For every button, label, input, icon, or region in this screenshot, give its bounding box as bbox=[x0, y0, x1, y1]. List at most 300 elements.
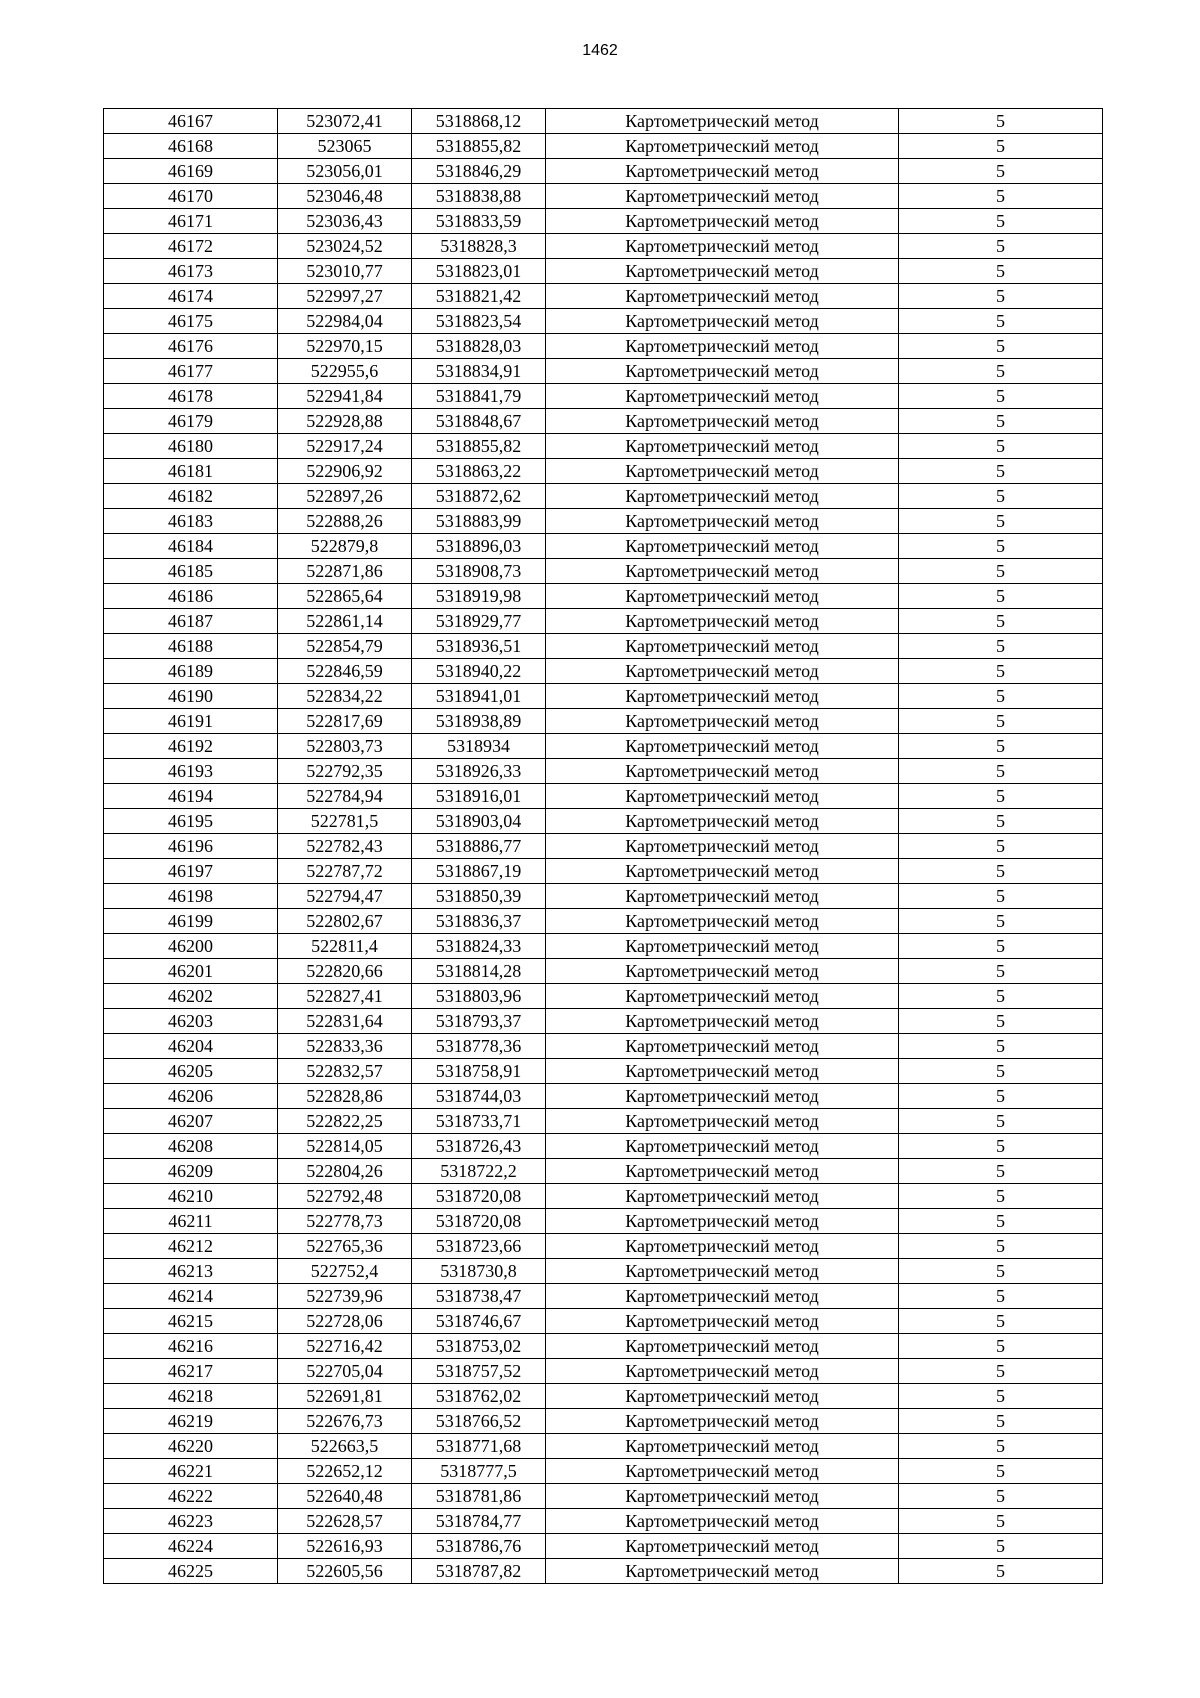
accuracy-cell: 5 bbox=[899, 734, 1103, 759]
point-number-cell: 46191 bbox=[104, 709, 278, 734]
table-row bbox=[104, 1409, 1103, 1434]
table-row bbox=[104, 234, 1103, 259]
x-coordinate-cell: 522897,26 bbox=[278, 484, 412, 509]
accuracy-cell: 5 bbox=[899, 409, 1103, 434]
y-coordinate-cell: 5318823,01 bbox=[412, 259, 546, 284]
point-number-cell: 46212 bbox=[104, 1234, 278, 1259]
y-coordinate-cell: 5318846,29 bbox=[412, 159, 546, 184]
point-number-cell: 46186 bbox=[104, 584, 278, 609]
y-coordinate-cell: 5318850,39 bbox=[412, 884, 546, 909]
table-row bbox=[104, 109, 1103, 134]
x-coordinate-cell: 522781,5 bbox=[278, 809, 412, 834]
x-coordinate-cell: 523036,43 bbox=[278, 209, 412, 234]
accuracy-cell: 5 bbox=[899, 509, 1103, 534]
method-cell: Картометрический метод bbox=[546, 834, 899, 859]
y-coordinate-cell: 5318936,51 bbox=[412, 634, 546, 659]
method-cell: Картометрический метод bbox=[546, 109, 899, 134]
y-coordinate-cell: 5318940,22 bbox=[412, 659, 546, 684]
method-cell: Картометрический метод bbox=[546, 1434, 899, 1459]
x-coordinate-cell: 522822,25 bbox=[278, 1109, 412, 1134]
method-cell: Картометрический метод bbox=[546, 1459, 899, 1484]
method-cell: Картометрический метод bbox=[546, 1209, 899, 1234]
table-row bbox=[104, 359, 1103, 384]
point-number-cell: 46201 bbox=[104, 959, 278, 984]
table-body bbox=[104, 109, 1103, 1584]
point-number-cell: 46175 bbox=[104, 309, 278, 334]
x-coordinate-cell: 523010,77 bbox=[278, 259, 412, 284]
accuracy-cell: 5 bbox=[899, 184, 1103, 209]
method-cell: Картометрический метод bbox=[546, 734, 899, 759]
y-coordinate-cell: 5318855,82 bbox=[412, 134, 546, 159]
table-row bbox=[104, 734, 1103, 759]
table-row bbox=[104, 1459, 1103, 1484]
x-coordinate-cell: 522728,06 bbox=[278, 1309, 412, 1334]
method-cell: Картометрический метод bbox=[546, 1259, 899, 1284]
method-cell: Картометрический метод bbox=[546, 1334, 899, 1359]
table-row bbox=[104, 434, 1103, 459]
point-number-cell: 46173 bbox=[104, 259, 278, 284]
y-coordinate-cell: 5318814,28 bbox=[412, 959, 546, 984]
accuracy-cell: 5 bbox=[899, 1484, 1103, 1509]
y-coordinate-cell: 5318821,42 bbox=[412, 284, 546, 309]
table-row bbox=[104, 559, 1103, 584]
y-coordinate-cell: 5318926,33 bbox=[412, 759, 546, 784]
point-number-cell: 46214 bbox=[104, 1284, 278, 1309]
x-coordinate-cell: 522802,67 bbox=[278, 909, 412, 934]
x-coordinate-cell: 522765,36 bbox=[278, 1234, 412, 1259]
table-row bbox=[104, 1484, 1103, 1509]
method-cell: Картометрический метод bbox=[546, 884, 899, 909]
table-row bbox=[104, 459, 1103, 484]
method-cell: Картометрический метод bbox=[546, 659, 899, 684]
point-number-cell: 46180 bbox=[104, 434, 278, 459]
accuracy-cell: 5 bbox=[899, 1559, 1103, 1584]
accuracy-cell: 5 bbox=[899, 834, 1103, 859]
accuracy-cell: 5 bbox=[899, 1159, 1103, 1184]
method-cell: Картометрический метод bbox=[546, 309, 899, 334]
accuracy-cell: 5 bbox=[899, 759, 1103, 784]
accuracy-cell: 5 bbox=[899, 1084, 1103, 1109]
accuracy-cell: 5 bbox=[899, 1134, 1103, 1159]
accuracy-cell: 5 bbox=[899, 359, 1103, 384]
y-coordinate-cell: 5318786,76 bbox=[412, 1534, 546, 1559]
x-coordinate-cell: 522888,26 bbox=[278, 509, 412, 534]
method-cell: Картометрический метод bbox=[546, 434, 899, 459]
x-coordinate-cell: 522827,41 bbox=[278, 984, 412, 1009]
point-number-cell: 46203 bbox=[104, 1009, 278, 1034]
x-coordinate-cell: 522832,57 bbox=[278, 1059, 412, 1084]
accuracy-cell: 5 bbox=[899, 1534, 1103, 1559]
accuracy-cell: 5 bbox=[899, 709, 1103, 734]
table-row bbox=[104, 1084, 1103, 1109]
point-number-cell: 46169 bbox=[104, 159, 278, 184]
method-cell: Картометрический метод bbox=[546, 1234, 899, 1259]
table-row bbox=[104, 134, 1103, 159]
y-coordinate-cell: 5318784,77 bbox=[412, 1509, 546, 1534]
accuracy-cell: 5 bbox=[899, 109, 1103, 134]
point-number-cell: 46192 bbox=[104, 734, 278, 759]
table-row bbox=[104, 334, 1103, 359]
method-cell: Картометрический метод bbox=[546, 184, 899, 209]
method-cell: Картометрический метод bbox=[546, 959, 899, 984]
y-coordinate-cell: 5318758,91 bbox=[412, 1059, 546, 1084]
table-row bbox=[104, 684, 1103, 709]
x-coordinate-cell: 522663,5 bbox=[278, 1434, 412, 1459]
x-coordinate-cell: 522817,69 bbox=[278, 709, 412, 734]
x-coordinate-cell: 522705,04 bbox=[278, 1359, 412, 1384]
point-number-cell: 46189 bbox=[104, 659, 278, 684]
y-coordinate-cell: 5318730,8 bbox=[412, 1259, 546, 1284]
table-row bbox=[104, 1259, 1103, 1284]
x-coordinate-cell: 522752,4 bbox=[278, 1259, 412, 1284]
x-coordinate-cell: 522676,73 bbox=[278, 1409, 412, 1434]
table-row bbox=[104, 259, 1103, 284]
point-number-cell: 46167 bbox=[104, 109, 278, 134]
method-cell: Картометрический метод bbox=[546, 534, 899, 559]
table-row bbox=[104, 159, 1103, 184]
table-row bbox=[104, 1184, 1103, 1209]
x-coordinate-cell: 522831,64 bbox=[278, 1009, 412, 1034]
table-row bbox=[104, 609, 1103, 634]
accuracy-cell: 5 bbox=[899, 459, 1103, 484]
y-coordinate-cell: 5318886,77 bbox=[412, 834, 546, 859]
point-number-cell: 46179 bbox=[104, 409, 278, 434]
y-coordinate-cell: 5318766,52 bbox=[412, 1409, 546, 1434]
x-coordinate-cell: 522820,66 bbox=[278, 959, 412, 984]
x-coordinate-cell: 522828,86 bbox=[278, 1084, 412, 1109]
table-row bbox=[104, 759, 1103, 784]
table-row bbox=[104, 634, 1103, 659]
x-coordinate-cell: 522739,96 bbox=[278, 1284, 412, 1309]
accuracy-cell: 5 bbox=[899, 609, 1103, 634]
accuracy-cell: 5 bbox=[899, 159, 1103, 184]
method-cell: Картометрический метод bbox=[546, 509, 899, 534]
x-coordinate-cell: 522616,93 bbox=[278, 1534, 412, 1559]
x-coordinate-cell: 523024,52 bbox=[278, 234, 412, 259]
method-cell: Картометрический метод bbox=[546, 909, 899, 934]
method-cell: Картометрический метод bbox=[546, 634, 899, 659]
y-coordinate-cell: 5318896,03 bbox=[412, 534, 546, 559]
y-coordinate-cell: 5318919,98 bbox=[412, 584, 546, 609]
y-coordinate-cell: 5318863,22 bbox=[412, 459, 546, 484]
y-coordinate-cell: 5318762,02 bbox=[412, 1384, 546, 1409]
method-cell: Картометрический метод bbox=[546, 709, 899, 734]
y-coordinate-cell: 5318753,02 bbox=[412, 1334, 546, 1359]
accuracy-cell: 5 bbox=[899, 959, 1103, 984]
x-coordinate-cell: 522834,22 bbox=[278, 684, 412, 709]
accuracy-cell: 5 bbox=[899, 234, 1103, 259]
y-coordinate-cell: 5318777,5 bbox=[412, 1459, 546, 1484]
table-row bbox=[104, 1434, 1103, 1459]
method-cell: Картометрический метод bbox=[546, 384, 899, 409]
point-number-cell: 46194 bbox=[104, 784, 278, 809]
table-row bbox=[104, 1309, 1103, 1334]
accuracy-cell: 5 bbox=[899, 1109, 1103, 1134]
table-row bbox=[104, 1134, 1103, 1159]
point-number-cell: 46197 bbox=[104, 859, 278, 884]
accuracy-cell: 5 bbox=[899, 534, 1103, 559]
accuracy-cell: 5 bbox=[899, 134, 1103, 159]
table-row bbox=[104, 1009, 1103, 1034]
method-cell: Картометрический метод bbox=[546, 1309, 899, 1334]
method-cell: Картометрический метод bbox=[546, 934, 899, 959]
point-number-cell: 46183 bbox=[104, 509, 278, 534]
x-coordinate-cell: 523046,48 bbox=[278, 184, 412, 209]
table-row bbox=[104, 1209, 1103, 1234]
table-row bbox=[104, 1284, 1103, 1309]
y-coordinate-cell: 5318824,33 bbox=[412, 934, 546, 959]
method-cell: Картометрический метод bbox=[546, 1509, 899, 1534]
point-number-cell: 46184 bbox=[104, 534, 278, 559]
point-number-cell: 46218 bbox=[104, 1384, 278, 1409]
table-row bbox=[104, 534, 1103, 559]
accuracy-cell: 5 bbox=[899, 1034, 1103, 1059]
x-coordinate-cell: 522871,86 bbox=[278, 559, 412, 584]
y-coordinate-cell: 5318823,54 bbox=[412, 309, 546, 334]
point-number-cell: 46213 bbox=[104, 1259, 278, 1284]
accuracy-cell: 5 bbox=[899, 909, 1103, 934]
accuracy-cell: 5 bbox=[899, 1209, 1103, 1234]
table-row bbox=[104, 184, 1103, 209]
point-number-cell: 46172 bbox=[104, 234, 278, 259]
accuracy-cell: 5 bbox=[899, 634, 1103, 659]
accuracy-cell: 5 bbox=[899, 934, 1103, 959]
table-row bbox=[104, 584, 1103, 609]
x-coordinate-cell: 522652,12 bbox=[278, 1459, 412, 1484]
x-coordinate-cell: 522716,42 bbox=[278, 1334, 412, 1359]
x-coordinate-cell: 522928,88 bbox=[278, 409, 412, 434]
point-number-cell: 46208 bbox=[104, 1134, 278, 1159]
y-coordinate-cell: 5318903,04 bbox=[412, 809, 546, 834]
method-cell: Картометрический метод bbox=[546, 759, 899, 784]
point-number-cell: 46196 bbox=[104, 834, 278, 859]
y-coordinate-cell: 5318868,12 bbox=[412, 109, 546, 134]
accuracy-cell: 5 bbox=[899, 684, 1103, 709]
accuracy-cell: 5 bbox=[899, 384, 1103, 409]
x-coordinate-cell: 522861,14 bbox=[278, 609, 412, 634]
table-row bbox=[104, 909, 1103, 934]
table-row bbox=[104, 859, 1103, 884]
y-coordinate-cell: 5318941,01 bbox=[412, 684, 546, 709]
table-row bbox=[104, 784, 1103, 809]
table-row bbox=[104, 1034, 1103, 1059]
method-cell: Картометрический метод bbox=[546, 1534, 899, 1559]
method-cell: Картометрический метод bbox=[546, 1409, 899, 1434]
accuracy-cell: 5 bbox=[899, 1234, 1103, 1259]
y-coordinate-cell: 5318908,73 bbox=[412, 559, 546, 584]
point-number-cell: 46193 bbox=[104, 759, 278, 784]
y-coordinate-cell: 5318883,99 bbox=[412, 509, 546, 534]
accuracy-cell: 5 bbox=[899, 859, 1103, 884]
point-number-cell: 46220 bbox=[104, 1434, 278, 1459]
point-number-cell: 46217 bbox=[104, 1359, 278, 1384]
x-coordinate-cell: 522917,24 bbox=[278, 434, 412, 459]
y-coordinate-cell: 5318720,08 bbox=[412, 1184, 546, 1209]
table-row bbox=[104, 1109, 1103, 1134]
accuracy-cell: 5 bbox=[899, 1309, 1103, 1334]
method-cell: Картометрический метод bbox=[546, 559, 899, 584]
y-coordinate-cell: 5318744,03 bbox=[412, 1084, 546, 1109]
accuracy-cell: 5 bbox=[899, 1409, 1103, 1434]
y-coordinate-cell: 5318828,3 bbox=[412, 234, 546, 259]
accuracy-cell: 5 bbox=[899, 334, 1103, 359]
method-cell: Картометрический метод bbox=[546, 1559, 899, 1584]
table-row bbox=[104, 709, 1103, 734]
y-coordinate-cell: 5318916,01 bbox=[412, 784, 546, 809]
x-coordinate-cell: 523056,01 bbox=[278, 159, 412, 184]
method-cell: Картометрический метод bbox=[546, 1184, 899, 1209]
table-row bbox=[104, 884, 1103, 909]
x-coordinate-cell: 522906,92 bbox=[278, 459, 412, 484]
method-cell: Картометрический метод bbox=[546, 1359, 899, 1384]
y-coordinate-cell: 5318720,08 bbox=[412, 1209, 546, 1234]
y-coordinate-cell: 5318803,96 bbox=[412, 984, 546, 1009]
point-number-cell: 46168 bbox=[104, 134, 278, 159]
accuracy-cell: 5 bbox=[899, 1009, 1103, 1034]
x-coordinate-cell: 522784,94 bbox=[278, 784, 412, 809]
x-coordinate-cell: 522778,73 bbox=[278, 1209, 412, 1234]
point-number-cell: 46176 bbox=[104, 334, 278, 359]
x-coordinate-cell: 522997,27 bbox=[278, 284, 412, 309]
y-coordinate-cell: 5318723,66 bbox=[412, 1234, 546, 1259]
y-coordinate-cell: 5318833,59 bbox=[412, 209, 546, 234]
method-cell: Картометрический метод bbox=[546, 809, 899, 834]
accuracy-cell: 5 bbox=[899, 484, 1103, 509]
x-coordinate-cell: 522640,48 bbox=[278, 1484, 412, 1509]
y-coordinate-cell: 5318934 bbox=[412, 734, 546, 759]
x-coordinate-cell: 522854,79 bbox=[278, 634, 412, 659]
x-coordinate-cell: 522803,73 bbox=[278, 734, 412, 759]
y-coordinate-cell: 5318867,19 bbox=[412, 859, 546, 884]
method-cell: Картометрический метод bbox=[546, 1084, 899, 1109]
x-coordinate-cell: 522605,56 bbox=[278, 1559, 412, 1584]
table-row bbox=[104, 934, 1103, 959]
method-cell: Картометрический метод bbox=[546, 1484, 899, 1509]
y-coordinate-cell: 5318746,67 bbox=[412, 1309, 546, 1334]
accuracy-cell: 5 bbox=[899, 1509, 1103, 1534]
accuracy-cell: 5 bbox=[899, 209, 1103, 234]
accuracy-cell: 5 bbox=[899, 1334, 1103, 1359]
point-number-cell: 46177 bbox=[104, 359, 278, 384]
x-coordinate-cell: 522628,57 bbox=[278, 1509, 412, 1534]
point-number-cell: 46190 bbox=[104, 684, 278, 709]
table-row bbox=[104, 834, 1103, 859]
x-coordinate-cell: 522792,35 bbox=[278, 759, 412, 784]
point-number-cell: 46187 bbox=[104, 609, 278, 634]
method-cell: Картометрический метод bbox=[546, 584, 899, 609]
table-row bbox=[104, 484, 1103, 509]
accuracy-cell: 5 bbox=[899, 559, 1103, 584]
method-cell: Картометрический метод bbox=[546, 609, 899, 634]
y-coordinate-cell: 5318722,2 bbox=[412, 1159, 546, 1184]
x-coordinate-cell: 523072,41 bbox=[278, 109, 412, 134]
method-cell: Картометрический метод bbox=[546, 484, 899, 509]
x-coordinate-cell: 522811,4 bbox=[278, 934, 412, 959]
method-cell: Картометрический метод bbox=[546, 259, 899, 284]
accuracy-cell: 5 bbox=[899, 659, 1103, 684]
accuracy-cell: 5 bbox=[899, 1059, 1103, 1084]
point-number-cell: 46225 bbox=[104, 1559, 278, 1584]
accuracy-cell: 5 bbox=[899, 1459, 1103, 1484]
table-row bbox=[104, 1359, 1103, 1384]
y-coordinate-cell: 5318872,62 bbox=[412, 484, 546, 509]
method-cell: Картометрический метод bbox=[546, 409, 899, 434]
method-cell: Картометрический метод bbox=[546, 234, 899, 259]
x-coordinate-cell: 523065 bbox=[278, 134, 412, 159]
accuracy-cell: 5 bbox=[899, 284, 1103, 309]
table-row bbox=[104, 284, 1103, 309]
accuracy-cell: 5 bbox=[899, 984, 1103, 1009]
accuracy-cell: 5 bbox=[899, 1359, 1103, 1384]
method-cell: Картометрический метод bbox=[546, 159, 899, 184]
point-number-cell: 46221 bbox=[104, 1459, 278, 1484]
page-number: 1462 bbox=[582, 42, 618, 59]
table-row bbox=[104, 1334, 1103, 1359]
x-coordinate-cell: 522970,15 bbox=[278, 334, 412, 359]
table-row bbox=[104, 1234, 1103, 1259]
x-coordinate-cell: 522846,59 bbox=[278, 659, 412, 684]
x-coordinate-cell: 522865,64 bbox=[278, 584, 412, 609]
method-cell: Картометрический метод bbox=[546, 1034, 899, 1059]
method-cell: Картометрический метод bbox=[546, 1009, 899, 1034]
method-cell: Картометрический метод bbox=[546, 1134, 899, 1159]
point-number-cell: 46171 bbox=[104, 209, 278, 234]
y-coordinate-cell: 5318848,67 bbox=[412, 409, 546, 434]
y-coordinate-cell: 5318787,82 bbox=[412, 1559, 546, 1584]
point-number-cell: 46202 bbox=[104, 984, 278, 1009]
table-row bbox=[104, 1534, 1103, 1559]
table-row bbox=[104, 1159, 1103, 1184]
accuracy-cell: 5 bbox=[899, 1284, 1103, 1309]
accuracy-cell: 5 bbox=[899, 1184, 1103, 1209]
point-number-cell: 46222 bbox=[104, 1484, 278, 1509]
x-coordinate-cell: 522879,8 bbox=[278, 534, 412, 559]
method-cell: Картометрический метод bbox=[546, 784, 899, 809]
accuracy-cell: 5 bbox=[899, 1259, 1103, 1284]
table-row bbox=[104, 1559, 1103, 1584]
y-coordinate-cell: 5318793,37 bbox=[412, 1009, 546, 1034]
accuracy-cell: 5 bbox=[899, 584, 1103, 609]
table-row bbox=[104, 1059, 1103, 1084]
x-coordinate-cell: 522794,47 bbox=[278, 884, 412, 909]
point-number-cell: 46200 bbox=[104, 934, 278, 959]
point-number-cell: 46188 bbox=[104, 634, 278, 659]
x-coordinate-cell: 522792,48 bbox=[278, 1184, 412, 1209]
y-coordinate-cell: 5318929,77 bbox=[412, 609, 546, 634]
method-cell: Картометрический метод bbox=[546, 284, 899, 309]
method-cell: Картометрический метод bbox=[546, 1284, 899, 1309]
x-coordinate-cell: 522804,26 bbox=[278, 1159, 412, 1184]
accuracy-cell: 5 bbox=[899, 309, 1103, 334]
point-number-cell: 46178 bbox=[104, 384, 278, 409]
x-coordinate-cell: 522833,36 bbox=[278, 1034, 412, 1059]
point-number-cell: 46174 bbox=[104, 284, 278, 309]
y-coordinate-cell: 5318781,86 bbox=[412, 1484, 546, 1509]
table-row bbox=[104, 209, 1103, 234]
accuracy-cell: 5 bbox=[899, 809, 1103, 834]
x-coordinate-cell: 522941,84 bbox=[278, 384, 412, 409]
method-cell: Картометрический метод bbox=[546, 334, 899, 359]
y-coordinate-cell: 5318841,79 bbox=[412, 384, 546, 409]
method-cell: Картометрический метод bbox=[546, 1059, 899, 1084]
method-cell: Картометрический метод bbox=[546, 134, 899, 159]
y-coordinate-cell: 5318836,37 bbox=[412, 909, 546, 934]
y-coordinate-cell: 5318838,88 bbox=[412, 184, 546, 209]
point-number-cell: 46223 bbox=[104, 1509, 278, 1534]
table-row bbox=[104, 984, 1103, 1009]
accuracy-cell: 5 bbox=[899, 259, 1103, 284]
x-coordinate-cell: 522955,6 bbox=[278, 359, 412, 384]
